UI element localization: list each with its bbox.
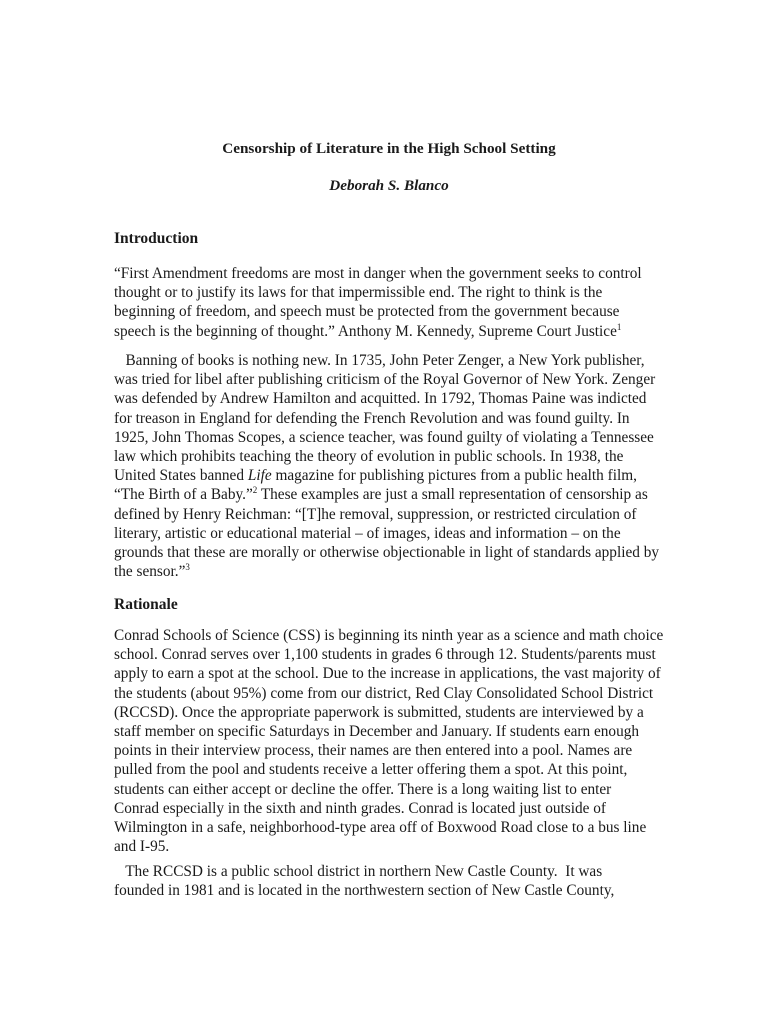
intro-quote-paragraph — [114, 264, 659, 341]
paragraph-line: and I-95. — [114, 838, 170, 856]
paragraph-line: the students (about 95%) come from our district, Red Clay Consolidated School District — [114, 684, 654, 702]
paragraph-line — [114, 562, 659, 581]
document-author: Deborah S. Blanco — [329, 177, 449, 194]
paragraph-line: The RCCSD is a public school district in northern New Castle County. It was — [114, 863, 603, 880]
paragraph-line: was tried for libel after publishing criticism of the Royal Governor of New York. Zenger — [114, 371, 656, 389]
paragraph-line: (RCCSD). Once the appropriate paperwork is submitted, students are interviewed by a — [114, 703, 644, 721]
document-title: Censorship of Literature in the High School Setting — [222, 140, 556, 157]
paragraph-line: staff member on specific Saturdays in December and January. If students earn enough — [114, 722, 640, 740]
paragraph-line-text: the sensor.” — [114, 563, 186, 581]
introduction-heading: Introduction — [114, 230, 199, 247]
paragraph-line: grounds that these are morally or otherwise objectionable in light of standards applied by — [114, 543, 660, 561]
paragraph-line — [114, 322, 659, 341]
paragraph-line: pulled from the pool and students receive a letter offering them a spot. At this point, — [114, 761, 628, 779]
paragraph-line: Wilmington in a safe, neighborhood-type area off of Boxwood Road close to a bus line — [114, 818, 647, 836]
paragraph-line: defined by Henry Reichman: “[T]he removal, suppression, or restricted circulation of — [114, 505, 637, 523]
paragraph-line: thought or to justify its laws for that impermissible end. The right to think is the — [114, 284, 603, 302]
paragraph-line: literary, artistic or educational material – of images, ideas and information – on the — [114, 524, 621, 542]
paragraph-line: students can either accept or decline the offer. There is a long waiting list to enter — [114, 780, 612, 798]
paragraph-line-text: speech is the beginning of thought.” Anthony M. Kennedy, Supreme Court Justice — [114, 322, 617, 340]
rationale-heading: Rationale — [114, 596, 178, 613]
paragraph-line: law which prohibits teaching the theory of evolution in public schools. In 1938, the — [114, 447, 624, 465]
paragraph-line: Banning of books is nothing new. In 1735, John Peter Zenger, a New York publisher, — [114, 352, 645, 369]
paragraph-line — [114, 485, 659, 504]
paragraph-line: Conrad especially in the sixth and ninth grades. Conrad is located just outside of — [114, 799, 606, 817]
paragraph-line — [114, 466, 659, 485]
paragraph-line: for treason in England for defending the French Revolution and was found guilty. In — [114, 409, 630, 427]
magazine-title: Life — [247, 467, 272, 485]
paragraph-line: founded in 1981 and is located in the northwestern section of New Castle County, — [114, 882, 615, 900]
paragraph-line: Conrad Schools of Science (CSS) is beginning its ninth year as a science and math choice — [114, 627, 664, 644]
paragraph-line: beginning of freedom, and speech must be protected from the government because — [114, 303, 620, 321]
footnote-marker: 2 — [252, 485, 258, 496]
rationale-paragraph-2 — [114, 862, 659, 900]
paragraph-line: “First Amendment freedoms are most in danger when the government seeks to control — [114, 265, 642, 282]
paragraph-line: 1925, John Thomas Scopes, a science teacher, was found guilty of violating a Tennessee — [114, 428, 654, 446]
paragraph-line: points in their interview process, their names are then entered into a pool. Names are — [114, 742, 633, 760]
intro-history-paragraph — [114, 351, 659, 581]
paragraph-line-text: These examples are just a small representation of censorship as — [257, 486, 648, 504]
paragraph-line-text: “The Birth of a Baby.” — [114, 486, 253, 504]
footnote-marker: 1 — [616, 321, 622, 332]
footnote-marker: 3 — [185, 562, 190, 573]
rationale-paragraph — [114, 626, 664, 856]
paragraph-line-text: United States banned — [114, 467, 248, 485]
paragraph-line-text: magazine for publishing pictures from a public health film, — [271, 467, 637, 485]
paragraph-line: apply to earn a spot at the school. Due to the increase in applications, the vast majority of — [114, 665, 661, 683]
paragraph-line: was defended by Andrew Hamilton and acquitted. In 1792, Thomas Paine was indicted — [114, 390, 647, 408]
paragraph-line: school. Conrad serves over 1,100 students in grades 6 through 12. Students/parents must — [114, 646, 656, 664]
